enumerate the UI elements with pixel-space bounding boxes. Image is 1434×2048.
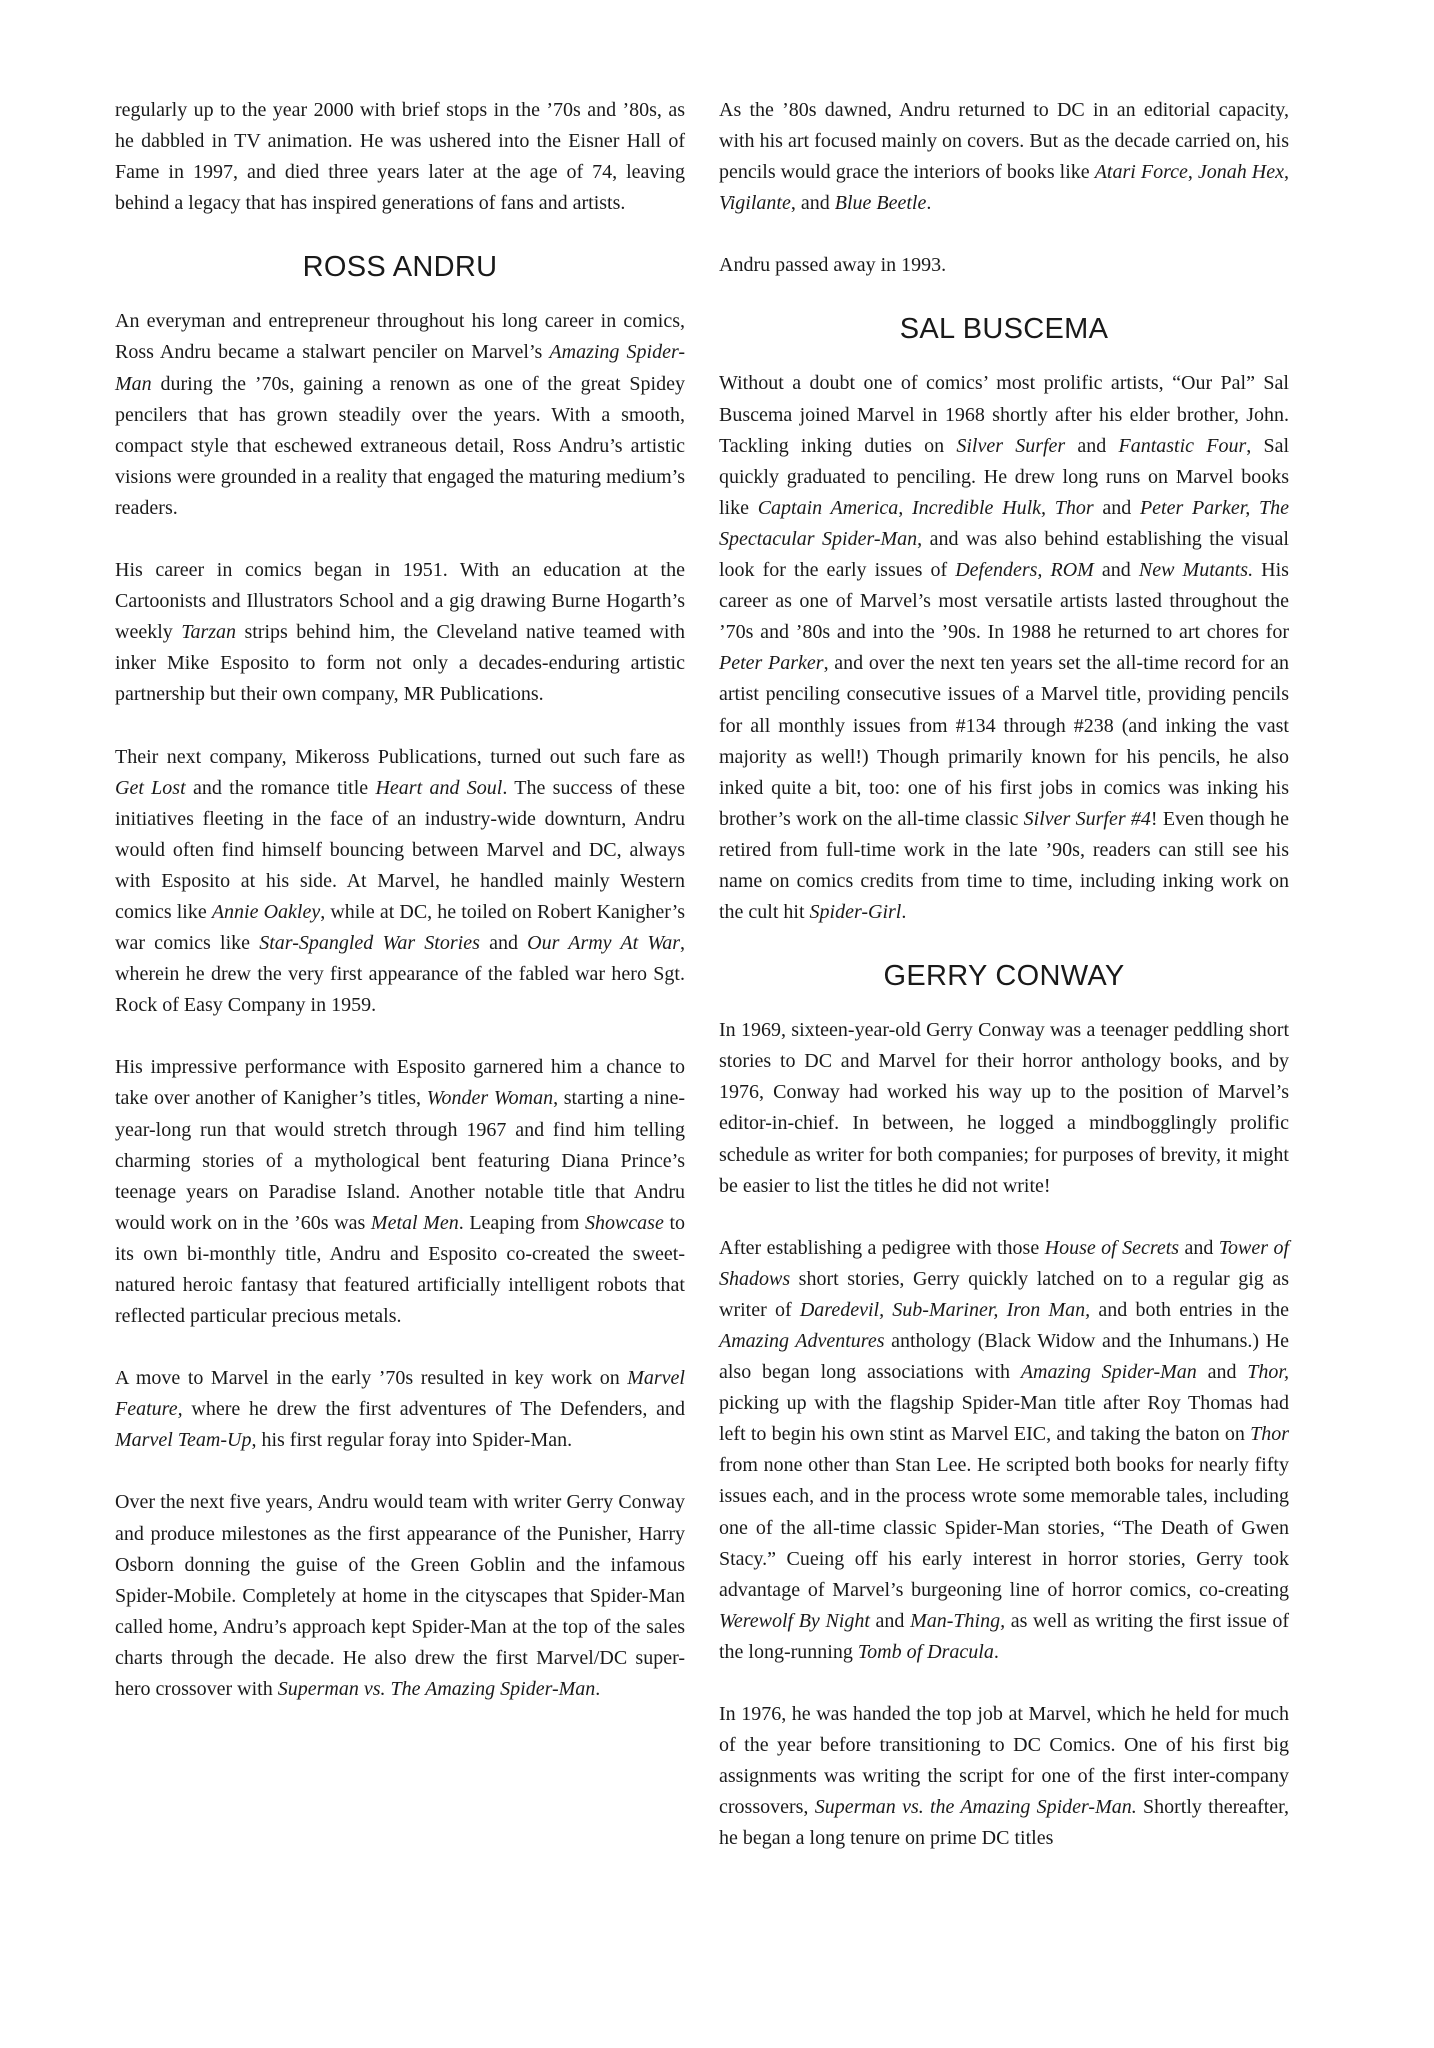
right-column (719, 95, 1289, 1886)
paragraph: Over the next five years, Andru would team with writer Gerry Conway and produce milestones as the first appearance of the Punisher, Harry Osborn donning the guise of the Green Goblin and the infamous Spider-Mobile. Completely at home in the cityscapes that Spider-Man called home, Andru’s approach kept Spider-Man at the top of the sales charts through the decade. He also drew the first Marvel/DC super-hero crossover with Superman vs. The Amazing Spider-Man. (115, 1491, 685, 1701)
paragraph: In 1969, sixteen-year-old Gerry Conway was a teenager peddling short stories to DC and Marvel for their horror anthology books, and by 1976, Conway had worked his way up to the position of Marvel’s editor-in-chief. In between, he logged a mindbogglingly prolific schedule as writer for both companies; for purposes of brevity, it might be easier to list the titles he did not write! (719, 1019, 1289, 1197)
paragraph: In 1976, he was handed the top job at Marvel, which he held for much of the year before transitioning to DC Comics. One of his first big assignments was writing the script for one of the first inter-company crossovers, Superman vs. the Amazing Spider-Man. Shortly thereafter, he began a long tenure on prime DC titles (719, 1703, 1289, 1850)
intro-paragraph: As the ’80s dawned, Andru returned to DC in an editorial capacity, with his art focused mainly on covers. But as the decade carried on, his pencils would grace the interiors of books like Atari Force, Jonah Hex, Vigilante, and Blue Beetle. (719, 99, 1289, 215)
left-column (115, 95, 685, 1736)
paragraph: After establishing a pedigree with those House of Secrets and Tower of Shadows short stories, Gerry quickly latched on to a regular gig as writer of Daredevil, Sub-Mariner, Iron Man, and both entries in the Amazing Adventures anthology (Black Widow and the Inhumans.) He also began long associations with Amazing Spider-Man and Thor, picking up with the flagship Spider-Man title after Roy Thomas had left to begin his own stint as Marvel EIC, and taking the baton on Thor from none other than Stan Lee. He scripted both books for nearly fifty issues each, and in the process wrote some memorable tales, including one of the all-time classic Spider-Man stories, “The Death of Gwen Stacy.” Cueing off his early interest in horror stories, Gerry took advantage of Marvel’s burgeoning line of horror comics, co-creating Werewolf By Night and Man-Thing, as well as writing the first issue of the long-running Tomb of Dracula. (719, 1236, 1290, 1663)
section-heading-gerry-conway: GERRY CONWAY (883, 960, 1125, 993)
paragraph: Without a doubt one of comics’ most prolific artists, “Our Pal” Sal Buscema joined Marvel in 1968 shortly after his elder brother, John. Tackling inking duties on Silver Surfer and Fantastic Four, Sal quickly graduated to penciling. He drew long runs on Marvel books like Captain America, Incredible Hulk, Thor and Peter Parker, The Spectacular Spider-Man, and was also behind establishing the visual look for the early issues of Defenders, ROM and New Mutants. His career as one of Marvel’s most versatile artists lasted throughout the ’70s and ’80s and into the ’90s. In 1988 he returned to art chores for Peter Parker, and over the next ten years set the all-time record for an artist penciling consecutive issues of a Marvel title, providing pencils for all monthly issues from #134 through #238 (and inking the vast majority as well!) Though primarily known for his pencils, he also inked quite a bit, too: one of his first jobs in comics was inking his brother’s work on the all-time classic Silver Surfer #4! Even though he retired from full-time work in the late ’90s, readers can still see his name on comics credits from time to time, including inking work on the cult hit Spider-Girl. (719, 372, 1290, 924)
paragraph: His career in comics began in 1951. With an education at the Cartoonists and Illustrators School and a gig drawing Burne Hogarth’s weekly Tarzan strips behind him, the Cleveland native teamed with inker Mike Esposito to form not only a decades-enduring artistic partnership but their own company, MR Publications. (115, 559, 685, 706)
paragraph: An everyman and entrepreneur throughout his long career in comics, Ross Andru became a stalwart penciler on Marvel’s Amazing Spider-Man during the ’70s, gaining a renown as one of the great Spidey pencilers that has grown steadily over the years. With a smooth, compact style that eschewed extraneous detail, Ross Andru’s artistic visions were grounded in a reality that engaged the maturing medium’s readers. (115, 310, 685, 519)
paragraph: Their next company, Mikeross Publications, turned out such fare as Get Lost and the romance title Heart and Soul. The success of these initiatives fleeting in the face of an industry-wide downturn, Andru would often find himself bouncing between Marvel and DC, always with Esposito at his side. At Marvel, he handled mainly Western comics like Annie Oakley, while at DC, he toiled on Robert Kanigher’s war comics like Star-Spangled War Stories and Our Army At War, wherein he drew the very first appearance of the fabled war hero Sgt. Rock of Easy Company in 1959. (115, 745, 686, 1017)
intro-paragraph: regularly up to the year 2000 with brief stops in the ’70s and ’80s, as he dabbled in TV animation. He was ushered into the Eisner Hall of Fame in 1997, and died three years later at the age of 74, leaving behind a legacy that has inspired generations of fans and artists. (115, 99, 685, 215)
section-heading-sal-buscema: SAL BUSCEMA (899, 313, 1109, 346)
paragraph: Andru passed away in 1993. (719, 254, 947, 277)
paragraph: A move to Marvel in the early ’70s resulted in key work on Marvel Feature, where he drew the first adventures of The Defenders, and Marvel Team-Up, his first regular foray into Spider-Man. (115, 1367, 685, 1452)
paragraph: His impressive performance with Esposito garnered him a chance to take over another of Kanigher’s titles, Wonder Woman, starting a nine-year-long run that would stretch through 1967 and find him telling charming stories of a mythological bent featuring Diana Prince’s teenage years on Paradise Island. Another notable title that Andru would work on in the ’60s was Metal Men. Leaping from Showcase to its own bi-monthly title, Andru and Esposito co-created the sweet-natured heroic fantasy that featured artificially intelligent robots that reflected particular precious metals. (115, 1056, 685, 1328)
section-heading-ross-andru: ROSS ANDRU (302, 251, 498, 284)
